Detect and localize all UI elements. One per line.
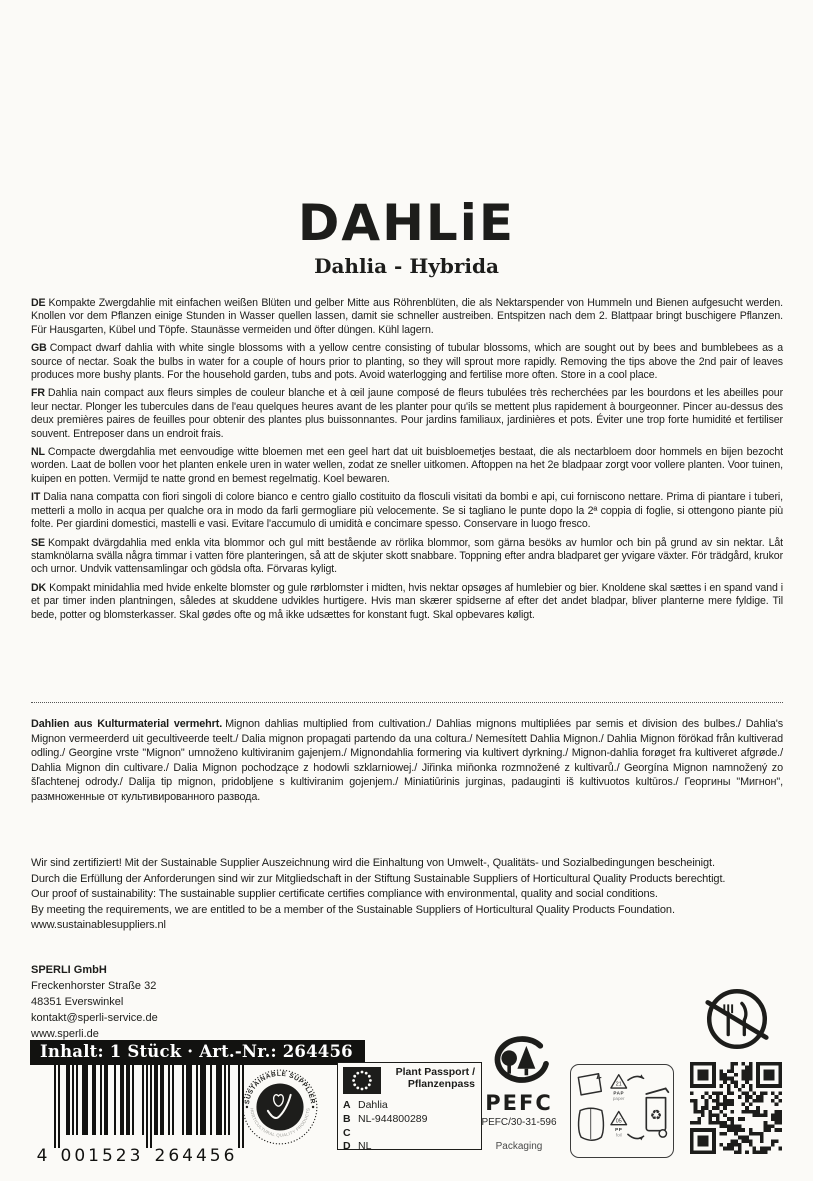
recycling-code-paper-icon (611, 1075, 627, 1101)
header (0, 196, 813, 278)
pefc-trees-icon (486, 1036, 552, 1090)
description-it (31, 491, 783, 531)
passport-row-a: A Dahlia (343, 1099, 388, 1111)
description-gb-text: Compact dwarf dahlia with white single blossoms with a yellow centre consisting of tubular blossoms, which are sought out by bees and bumblebees as a source of nectar. Soak the bulbs in water for a couple of hours prior to planting, so they will sprout more rapidly. Removing the tips above the 2nd pair of leaves produces more bushy plants. For the household garden, tubs and pots. Avoid waterlogging and fertilise more often. Store in a cool place. (31, 342, 783, 382)
lang-code-de: DE (31, 297, 46, 309)
passport-row-c: C (343, 1126, 351, 1139)
sustainable-supplier-badge (242, 1069, 318, 1145)
content-article-bar (30, 1040, 365, 1065)
ean-barcode (32, 1064, 260, 1164)
svg-text:foil: foil (615, 1132, 622, 1138)
description-nl-text: Compacte dwergdahlia met eenvoudige witte bloemen met een geel hart dat uit buisbloemetjes bestaat, die als nectarbloem door hommels en bijen bezocht worden. Laat de bollen voor het planten enkele uren in water wellen, zodat ze sneller uitkomen. Aftoppen na het 2e bladpaar zorgt voor vollere planten. Voor tuinen, kuipen en potten. Vermijd te natte grond en bemest regelmatig. Koel bewaren. (31, 446, 783, 485)
svg-text:21: 21 (615, 1081, 622, 1088)
pefc-certificate-number: PEFC/30-31-596 (481, 1117, 557, 1128)
eu-flag-icon (343, 1067, 381, 1094)
description-gb (31, 342, 783, 382)
svg-text:05: 05 (615, 1118, 622, 1125)
lang-code-se: SE (31, 536, 45, 549)
company-name: SPERLI GmbH (31, 964, 107, 976)
company-street: Freckenhorster Straße 32 (31, 980, 157, 992)
botanical-name: Dahlia - Hybrida (314, 254, 499, 278)
description-de (31, 297, 783, 337)
sustainability-url: www.sustainablesuppliers.nl (31, 919, 166, 932)
plant-passport-box (337, 1062, 482, 1153)
company-email: kontakt@sperli-service.de (31, 1012, 158, 1024)
lang-code-it: IT (31, 491, 41, 504)
description-section (31, 297, 783, 627)
pefc-certification (476, 1036, 562, 1153)
passport-row-d: D NL (343, 1140, 372, 1153)
description-se-text: Kompakt dvärgdahlia med enkla vita blommor och gul mitt bestående av rörlika blommor, som gärna besöks av humlor och bin på grund av sin nektar. Låt stamknölarna svälla några timmar i vatten före planteringen, så att de skjuter skott snabbare. Toppning efter andra bladparet ger yvigare växter. För trädgård, krukor och urnor. Undvik vattensamlingar och gödsla ofta. Förvaras kyligt. (31, 536, 783, 576)
description-it-text: Dalia nana compatta con fiori singoli di colore bianco e centro giallo costituito da flosculi visitati da bombi e api, cui forniscono nettare. Prima di piantare i tuberi, metterli a mollo in acqua per qualche ora in modo da farli germogliare più velocemente. Se si tagliano le punte dopo la 2ª coppia di foglie, si ottengono piante più folte. Per giardini domestici, mastelli e vasi. Evitare l'accumulo di umidità e concimare spesso. Conservare in luogo fresco. (31, 491, 783, 531)
svg-text:PAP: PAP (613, 1090, 625, 1096)
sustainability-line: Wir sind zertifiziert! Mit der Sustainable Supplier Auszeichnung wird die Einhaltung von Umwelt-, Qualitäts- und Sozialbedingungen bescheinigt. (31, 857, 715, 869)
not-for-consumption-icon (698, 980, 776, 1058)
sustainability-line: Durch die Erfüllung der Anforderungen sind wir zur Mitgliedschaft in der Stiftung Sustainable Suppliers of Horticultural Quality Products berechtigt. (31, 872, 726, 885)
propagation-note (31, 717, 783, 805)
sustainability-statement (31, 856, 783, 934)
sustainability-line: By meeting the requirements, we are entitled to be a member of the Sustainable Suppliers of Horticultural Quality Products Foundation. (31, 903, 675, 916)
badge-top-text: SUSTAINABLE SUPPLIER (243, 1070, 317, 1105)
recycling-bin-icon (646, 1088, 668, 1137)
svg-text:♻: ♻ (649, 1107, 663, 1124)
description-fr-text: Dahlia nain compact aux fleurs simples de couleur blanche et à œil jaune composé de fleurs tubulées très recherchées par les bourdons et les abeilles pour leur nectar. Plonger les tubercules dans de l'eau quelques heures avant de les planter pour qu'ils se mettent plus rapidement à bourgeonner. Pincer au-dessus des deux premières paires de feuilles pour obtenir des plantes plus buissonnantes. Pour jardins familiaux, jardinières et pots. Éviter une trop forte humidité et fertiliser souvent. Entreposer dans un endroit frais. (31, 387, 783, 440)
svg-text:001523: 001523 (60, 1146, 144, 1164)
svg-text:PP: PP (615, 1127, 623, 1133)
description-dk-text: Kompakt minidahlia med hvide enkelte blomster og gule rørblomster i midten, hvis nektar opsøges af humlebier og bier. Knoldene skal sættes i en spand vand i et par timer inden plantningen, således at skuddene udvikles hurtigere. Hvis man skærer spidserne af efter det andet bladpar, bliver planterne mere fyldige. Til bede, potter og blomsterkasser. Skal gødes ofte og må ikke udsættes for konstant fugt. Skal opbevares køligt. (31, 581, 783, 621)
description-fr (31, 387, 783, 441)
recycling-code-foil-icon (611, 1111, 627, 1137)
plant-passport-title: Plant Passport / Pflanzenpass (395, 1066, 475, 1090)
qr-code (690, 1062, 782, 1154)
pefc-wordmark: PEFC (485, 1091, 553, 1115)
company-website: www.sperli.de (31, 1028, 99, 1040)
badge-bottom-text: HORTICULTURAL QUALITY PRODUCTS (249, 1107, 311, 1138)
lang-code-nl: NL (31, 446, 45, 459)
sustainability-line: Our proof of sustainability: The sustainable supplier certificate certifies compliance with environmental, quality and social conditions. (31, 888, 658, 901)
description-nl (31, 446, 783, 486)
badge-center-disc (256, 1083, 303, 1130)
product-title: DAHLiE (297, 194, 516, 252)
recycling-panel (570, 1064, 674, 1158)
plant-passport-header (343, 1067, 475, 1094)
passport-row-b: B NL-944800289 (343, 1112, 428, 1125)
svg-text:4: 4 (36, 1146, 48, 1164)
description-de-text: Kompakte Zwergdahlie mit einfachen weißen Blüten und gelber Mitte aus Röhrenblüten, die als Nektarspender von Hummeln und Bienen aufgesucht werden. Knollen vor dem Pflanzen einige Stunden in Wasser quellen lassen, damit sie schneller austreiben. Entspitzen nach dem 2. Blattpaar bringt buschigere Pflanzen. Für Hausgarten, Kübel und Töpfe. Staunässe vermeiden und öfter düngen. Kühl lagern. (31, 297, 783, 336)
company-address (31, 962, 158, 1042)
lang-code-fr: FR (31, 387, 45, 400)
pefc-packaging-label: Packaging (495, 1141, 543, 1152)
description-dk (31, 582, 783, 622)
company-city: 48351 Everswinkel (31, 996, 124, 1008)
lang-code-gb: GB (31, 342, 47, 355)
propagation-lead: Dahlien aus Kulturmaterial vermehrt. (31, 718, 223, 730)
content-article-text: Inhalt: 1 Stück · Art.-Nr.: 264456 (40, 1042, 353, 1061)
disposal-arrow-icons (628, 1074, 644, 1140)
plant-passport-rows (343, 1099, 475, 1154)
perforation-line (31, 702, 783, 703)
svg-text:264456: 264456 (154, 1146, 238, 1164)
svg-text:paper: paper (612, 1095, 625, 1101)
description-se (31, 537, 783, 577)
propagation-text: Mignon dahlias multiplied from cultivation./ Dahlias mignons multipliées par semis et division des bulbes./ Dahlia's Mignon vermeerderd uit gecultiveerde teelt./ Dalia mignon propagati partendo da una coltura./ Nemesített Dahlia Mignon./ Dahlia Mignon förökad från kultiverad odling./ Georgine vrste "Mignon" umnoženo kultiviranim gajenjem./ Mignondahlia formering via kultivert dyrkning./ Mignon-dahlia forøget fra kultiveret afgrøde./ Dahlia Mignon din cultivare./ Dalia Mignon pochodzące z hodowli szklarniowej./ Jiřinka miňonka rozmnožené z kultivarů./ Georgína Mignon namnožený zo šľachtenej odrody./ Dalija tip mignon, pridobljene s kultiviranim gojenjem./ Miniatiūrinis jurginas, padauginti iš kultivuotos kultūros./ Георгины "Мигнон", размноженные от культивированного развода. (31, 718, 784, 803)
lang-code-dk: DK (31, 581, 47, 594)
